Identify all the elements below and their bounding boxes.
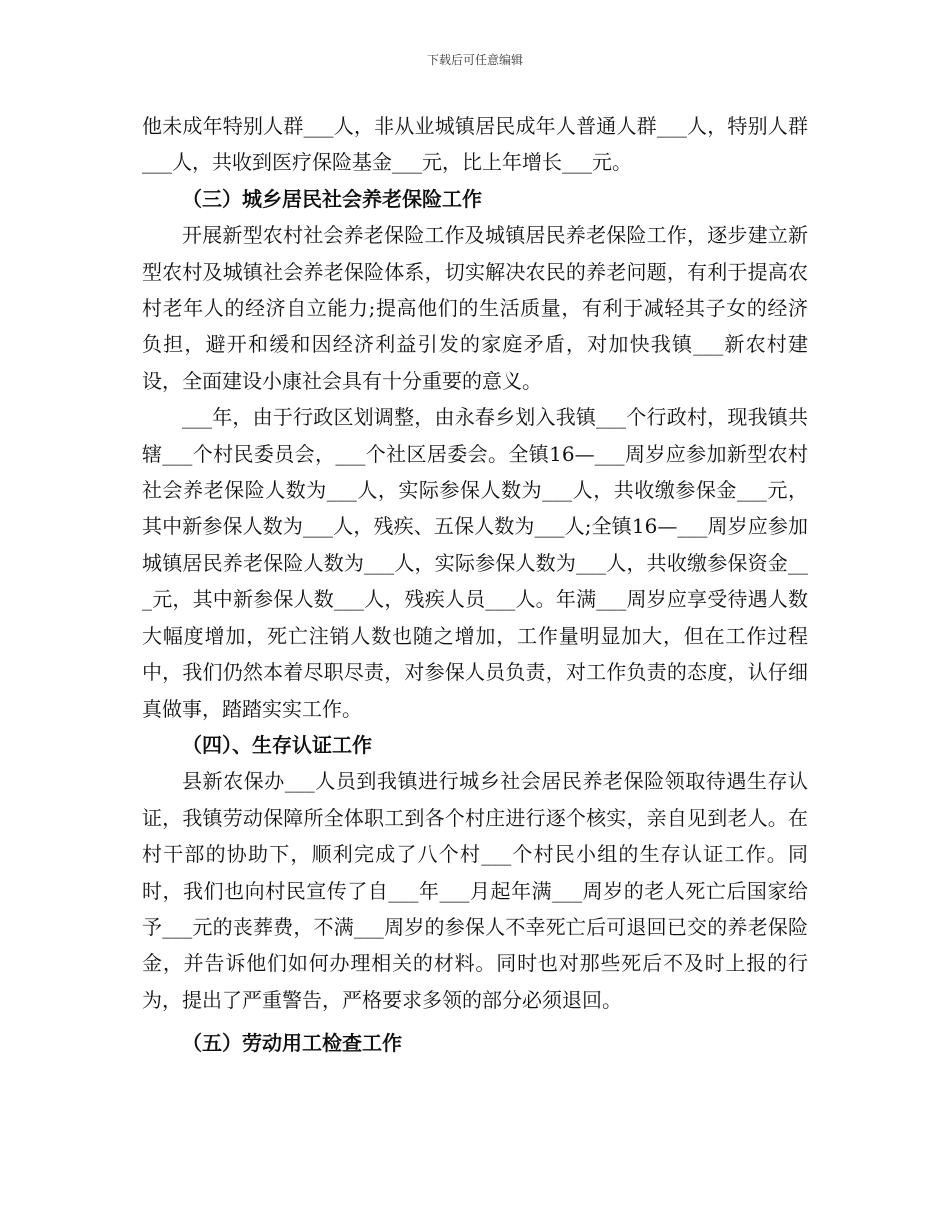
page-header: 下载后可任意编辑 [426,53,523,67]
paragraph-pension-significance: 开展新型农村社会养老保险工作及城镇居民养老保险工作，逐步建立新型农村及城镇社会养老保险体系，切实解决农民的养老问题，有利于提高农村老年人的经济自立能力;提高他们的生活质量，有利于减轻其子女的经济负担，避开和缓和因经济利益引发的家庭矛盾，对加快我镇___新农村建设，全面建设小康社会具有十分重要的意义。 [142,223,808,393]
document-body [142,108,808,1062]
section-heading-3: （三）城乡居民社会养老保险工作 [182,186,482,211]
paragraph-medical-insurance-tail: 他未成年特别人群___人，非从业城镇居民成年人普通人群___人，特别人群___人，共收到医疗保险基金___元，比上年增长___元。 [142,114,808,175]
section-heading-4: （四）、生存认证工作 [182,732,372,757]
paragraph-pension-statistics: ___年，由于行政区划调整，由永春乡划入我镇___个行政村，现我镇共辖___个村民委员会，___个社区居委会。全镇16—___周岁应参加新型农村社会养老保险人数为___人，实际参保人数为___人，共收缴参保金___元，其中新参保人数为___人，残疾、五保人数为___人;全镇16—___周岁应参加城镇居民养老保险人数为___人，实际参保人数为___人，共收缴参保资金___元，其中新参保人数___人，残疾人员___人。年满___周岁应享受待遇人数大幅度增加，死亡注销人数也随之增加，工作量明显加大，但在工作过程中，我们仍然本着尽职尽责，对参保人员负责，对工作负责的态度，认仔细真做事，踏踏实实工作。 [142,405,808,721]
paragraph-survival-certification: 县新农保办___人员到我镇进行城乡社会居民养老保险领取待遇生存认证，我镇劳动保障所全体职工到各个村庄进行逐个核实，亲自见到老人。在村干部的协助下，顺利完成了八个村___个村民小组的生存认证工作。同时，我们也向村民宣传了自___年___月起年满___周岁的老人死亡后国家给予___元的丧葬费，不满___周岁的参保人不幸死亡后可退回已交的养老保险金，并告诉他们如何办理相关的材料。同时也对那些死后不及时上报的行为，提出了严重警告，严格要求多领的部分必须退回。 [142,769,808,1012]
section-heading-5: （五）劳动用工检查工作 [182,1031,402,1056]
